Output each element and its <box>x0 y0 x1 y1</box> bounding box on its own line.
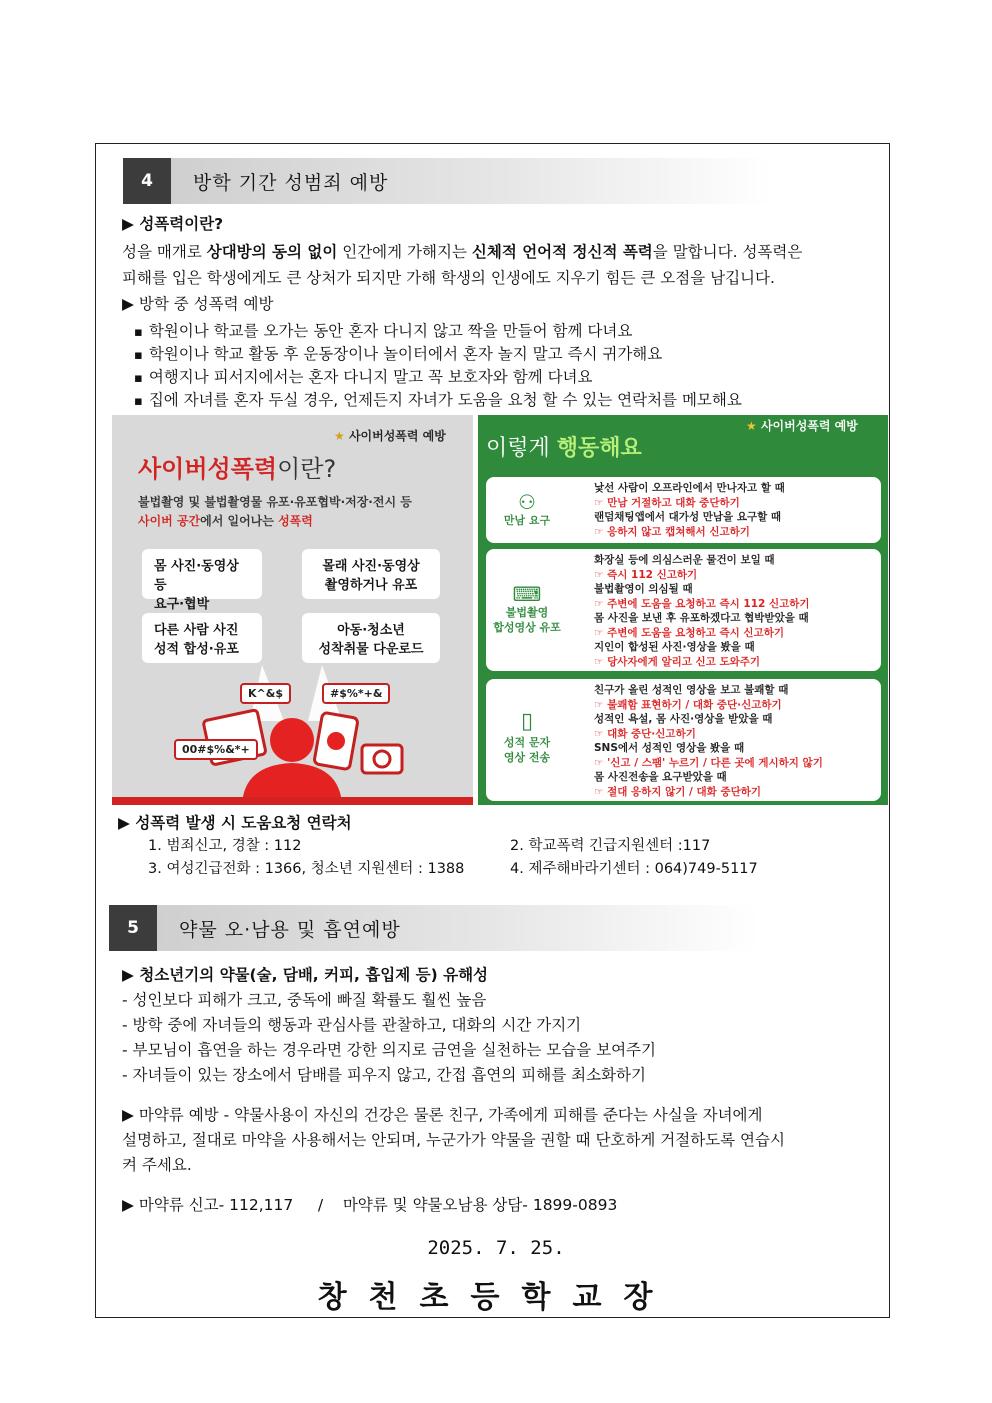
list-item: - 자녀들이 있는 장소에서 담배를 피우지 않고, 간접 흡연의 피해를 최소화하기 <box>122 1066 646 1084</box>
section5-number: 5 <box>109 905 157 951</box>
poster-title: 사이버성폭력이란? <box>138 455 337 483</box>
police-emblem-icon: ★ <box>334 429 349 443</box>
keyboard-icon: ⌨ <box>512 582 542 606</box>
speech-bubble: 몰래 사진·동영상 촬영하거나 유포 <box>302 549 440 599</box>
poster-subtitle2: 사이버 공간에서 일어나는 성폭력 <box>138 514 313 528</box>
symbol-tag: K^&$ <box>240 683 291 704</box>
poster-title: 이렇게 행동해요 <box>486 436 642 461</box>
section5-header <box>109 905 759 951</box>
action-guide-poster <box>478 415 888 805</box>
speech-bubble: 아동·청소년 성착취물 다운로드 <box>302 613 440 663</box>
cyber-violence-poster <box>112 415 473 805</box>
guide-card <box>486 549 881 671</box>
speech-bubble: 다른 사람 사진 성적 합성·유포 <box>142 613 262 663</box>
card-text: 낯선 사람이 오프라인에서 만나자고 할 때 ☞ 만남 거절하고 대화 중단하기 랜덤채팅앱에서 대가성 만남을 요구할 때 ☞ 응하지 않고 캡쳐해서 신고하기 <box>594 482 785 538</box>
poster-bottom-bar <box>112 797 473 805</box>
card-text: 친구가 올린 성적인 영상을 보고 불쾌할 때 ☞ 불쾌함 표현하기 / 대화 중단·신고하기 성적인 욕설, 몸 사진·영상을 받았을 때 ☞ 대화 중단·신고하기 SNS에서 성적인 영상을 봤을 때 ☞ '신고 / 스팸' 누르기 / 다른 곳에 게시하지 않기 몸 사진전송을 요구받았을 때 ☞ 절대 응하지 않기 / 대화 중단하기 <box>594 684 823 798</box>
section4-header <box>123 158 773 204</box>
card-icon-label: ▯ 성적 문자 영상 전송 <box>492 709 562 765</box>
list-item: ▪ 학원이나 학교 활동 후 운동장이나 놀이터에서 혼자 놀지 말고 즉시 귀가해요 <box>134 344 662 366</box>
definition-line2: 피해를 입은 학생에게도 큰 상처가 되지만 가해 학생의 인생에도 지우기 힘든 큰 오점을 남깁니다. <box>122 269 775 287</box>
poster-badge: ★ 사이버성폭력 예방 <box>334 429 446 443</box>
list-item: ▪ 여행지나 피서지에서는 혼자 다니지 말고 꼭 보호자와 함께 다녀요 <box>134 367 593 389</box>
symbol-tag: 00#$%&*+ <box>174 739 258 760</box>
contact-item: 4. 제주해바라기센터 : 064)749-5117 <box>510 861 758 877</box>
police-emblem-icon: ★ <box>746 419 761 433</box>
poster-subtitle: 불법촬영 및 불법촬영물 유포·유포협박·저장·전시 등 <box>138 495 412 509</box>
cyber-person-illustration <box>112 665 473 805</box>
tablet-icon: ▯ <box>520 709 534 734</box>
section5-question1: ▶ 청소년기의 약물(술, 담배, 커피, 흡입제 등) 유해성 <box>122 966 489 984</box>
list-item: ▪ 학원이나 학교를 오가는 동안 혼자 다니지 않고 짝을 만들어 함께 다녀요 <box>134 321 632 343</box>
contact-item: 1. 범죄신고, 경찰 : 112 <box>148 838 302 854</box>
contact-item: 3. 여성긴급전화 : 1366, 청소년 지원센터 : 1388 <box>148 861 465 877</box>
speech-bubble: 몸 사진·동영상 등 요구·협박 <box>142 549 262 599</box>
section4-question1: ▶ 성폭력이란? <box>122 215 224 233</box>
card-icon-label: ⌨ 불법촬영 합성영상 유포 <box>493 582 561 634</box>
meeting-icon: ⚇ <box>518 490 536 514</box>
document-date: 2025. 7. 25. <box>427 1237 565 1259</box>
guide-card <box>486 477 881 543</box>
card-icon-label: ⚇ 만남 요구 <box>492 491 562 528</box>
symbol-tag: #$%*+& <box>322 683 390 704</box>
drug-paragraph-line: ▶ 마약류 예방 - 약물사용이 자신의 건강은 물론 친구, 가족에게 피해를 준다는 사실을 자녀에게 <box>122 1106 763 1124</box>
poster-badge: ★ 사이버성폭력 예방 <box>746 419 858 433</box>
report-line: ▶ 마약류 신고- 112,117 / 마약류 및 약물오남용 상담- 1899-0893 <box>122 1196 618 1214</box>
contact-item: 2. 학교폭력 긴급지원센터 :117 <box>510 838 711 854</box>
list-item: - 방학 중에 자녀들의 행동과 관심사를 관찰하고, 대화의 시간 가지기 <box>122 1016 582 1034</box>
drug-paragraph-line: 켜 주세요. <box>122 1156 192 1174</box>
list-item: - 부모님이 흡연을 하는 경우라면 강한 의지로 금연을 실천하는 모습을 보여주기 <box>122 1041 657 1059</box>
guide-card <box>486 679 881 801</box>
principal-signature: 창천초등학교장 <box>317 1280 675 1315</box>
section5-title: 약물 오·남용 및 흡연예방 <box>157 905 759 951</box>
list-item: - 성인보다 피해가 크고, 중독에 빠질 확률도 훨씬 높음 <box>122 991 487 1009</box>
section4-number: 4 <box>123 158 171 204</box>
section4-title: 방학 기간 성범죄 예방 <box>171 158 773 204</box>
drug-paragraph-line: 설명하고, 절대로 마약을 사용해서는 안되며, 누군가가 약물을 권할 때 단호하게 거절하도록 연습시 <box>122 1131 785 1149</box>
list-item: ▪ 집에 자녀를 혼자 두실 경우, 언제든지 자녀가 도움을 요청 할 수 있는 연락처를 메모해요 <box>134 390 742 412</box>
section4-question2: ▶ 방학 중 성폭력 예방 <box>122 295 274 313</box>
definition-line1: 성을 매개로 상대방의 동의 없이 인간에게 가해지는 신체적 언어적 정신적 폭력을 말합니다. 성폭력은 <box>122 243 803 261</box>
card-text: 화장실 등에 의심스러운 물건이 보일 때 ☞ 즉시 112 신고하기 불법촬영이 의심될 때 ☞ 주변에 도움을 요청하고 즉시 112 신고하기 몸 사진을 보낸 후 유포하겠다고 협박받았을 때 ☞ 주변에 도움을 요청하고 즉시 신고하기 지인이 합성된 사진·영상을 봤을 때 ☞ 당사자에게 알리고 신고 도와주기 <box>594 554 810 668</box>
contact-title: ▶ 성폭력 발생 시 도움요청 연락처 <box>118 814 352 832</box>
